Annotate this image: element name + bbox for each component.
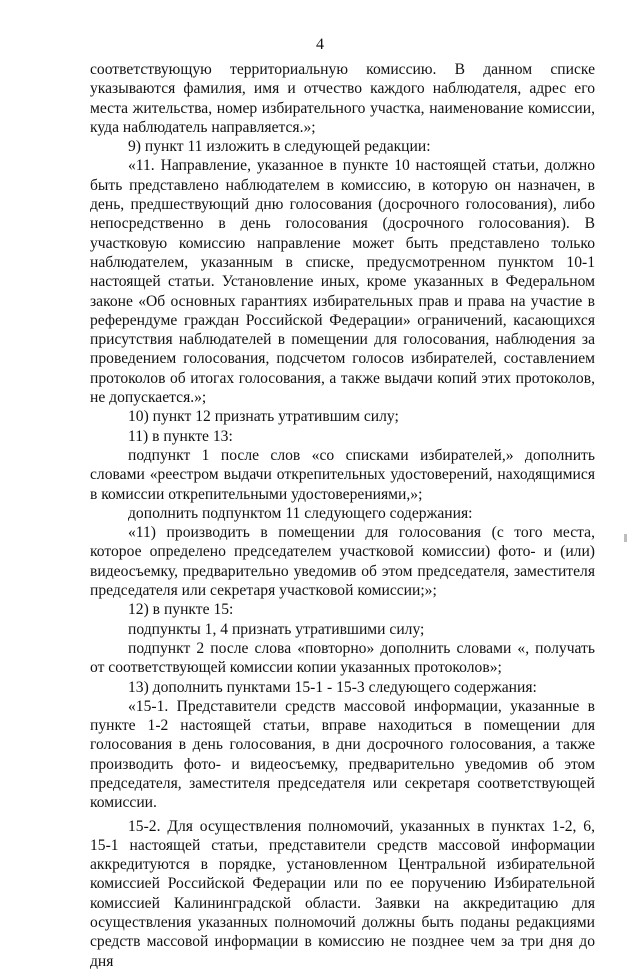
paragraph: «11. Направление, указанное в пункте 10 настоящей статьи, должно быть представлено наблюдателем в комиссию, в которую он назначен, в день, предшествующий дню голосования (досрочного голосования), либо непосредственно в день голосования (досрочного голосования). В участковую комиссию направление может быть представлено только наблюдателем, указанным в списке, предусмотренном пунктом 10-1 настоящей статьи. Установление иных, кроме указанных в Федеральном законе «Об основных гарантиях избирательных прав и права на участие в референдуме граждан Российской Федерации» ограничений, касающихся присутствия наблюдателей в помещении для голосования, наблюдения за проведением голосования, подсчетом голосов избирателей, составлением протоколов об итогах голосования, а также выдачи копий этих протоколов, не допускается.»;	[90, 157, 595, 407]
paragraph: 15-2. Для осуществления полномочий, указанных в пунктах 1-2, 6, 15-1 настоящей статьи, представители средств массовой информации аккредитуются в порядке, установленном Центральной избирательной комиссией Российской Федерации или по ее поручению Избирательной комиссией Калининградской области. Заявки на аккредитацию для осуществления указанных полномочий должны быть поданы редакциями средств массовой информации в комиссию не позднее чем за три дня до дня	[90, 817, 595, 970]
document-body	[90, 60, 595, 971]
paragraph: подпункты 1, 4 признать утратившими силу;	[128, 620, 425, 638]
paragraph: «15-1. Представители средств массовой информации, указанные в пункте 1-2 настоящей статьи, вправе находиться в помещении для голосования в день голосования, в дни досрочного голосования, а также производить фото- и видеосъемку, предварительно уведомив об этом председателя, заместителя председателя или секретаря соответствующей комиссии.	[90, 697, 595, 812]
paragraph: 13) дополнить пунктами 15-1 - 15-3 следующего содержания:	[128, 678, 537, 696]
paragraph: 11) в пункте 13:	[128, 427, 233, 445]
page-number: 4	[316, 36, 324, 53]
paragraph: соответствующую территориальную комиссию. В данном списке указываются фамилия, имя и отчество каждого наблюдателя, адрес его места жительства, номер избирательного участка, наименование комиссии, куда наблюдатель направляется.»;	[90, 61, 595, 136]
scan-margin-mark	[624, 534, 627, 542]
paragraph: 10) пункт 12 признать утратившим силу;	[128, 408, 399, 426]
paragraph: 9) пункт 11 изложить в следующей редакции:	[128, 138, 431, 156]
paragraph: «11) производить в помещении для голосования (с того места, которое определено председателем участковой комиссии) фото- и (или) видеосъемку, предварительно уведомив об этом председателя, заместителя председателя или секретаря участковой комиссии;»;	[90, 524, 595, 600]
paragraph: 12) в пункте 15:	[128, 601, 234, 619]
paragraph: дополнить подпунктом 11 следующего содержания:	[128, 504, 473, 522]
paragraph: подпункт 1 после слов «со списками избирателей,» дополнить словами «реестром выдачи открепительных удостоверений, находящимися в комиссии открепительными удостоверениями,»;	[90, 446, 595, 503]
paragraph: подпункт 2 после слова «повторно» дополнить словами «, получать от соответствующей комиссии копии указанных протоколов»;	[90, 639, 595, 677]
